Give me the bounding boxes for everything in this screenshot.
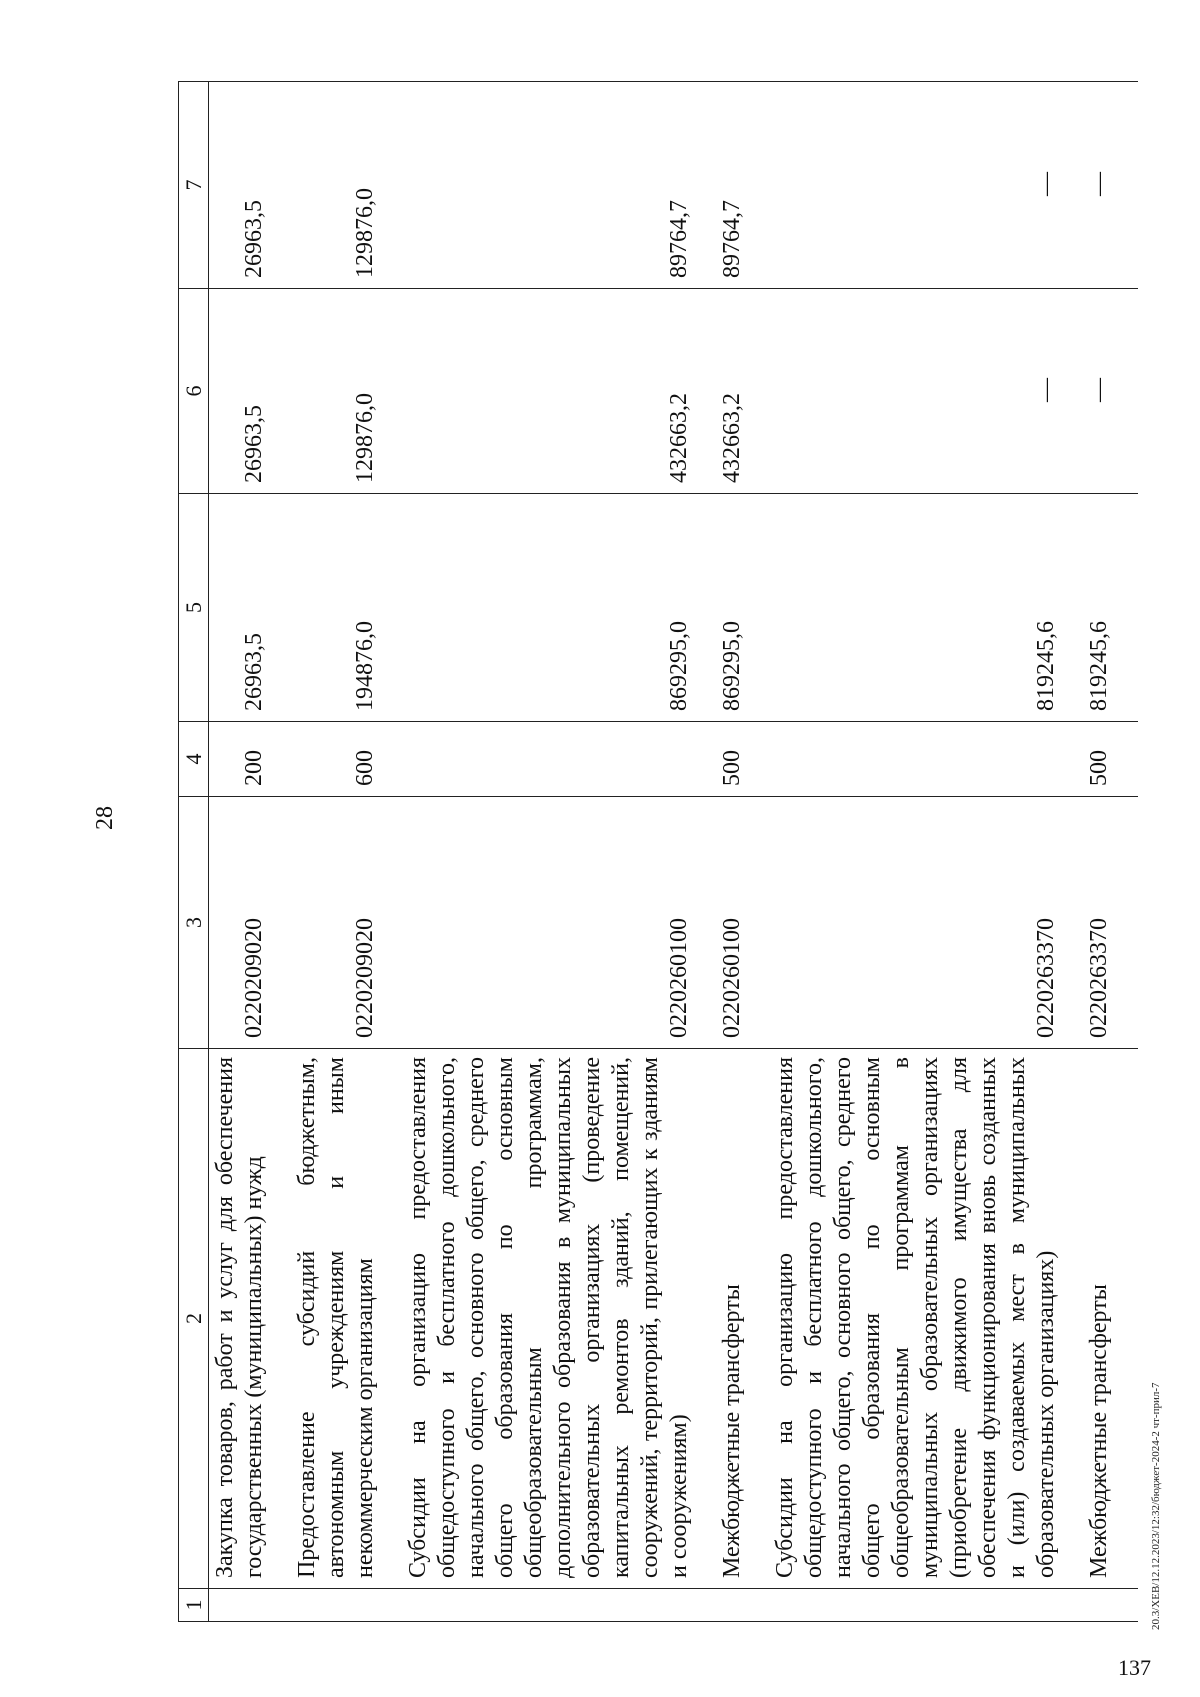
amount-col5: 26963,5 [209, 494, 294, 722]
amount-col7: — [1085, 82, 1138, 289]
target-article-code: 0220263370 [1085, 797, 1138, 1049]
amount-col6: 129876,0 [293, 289, 404, 494]
table-row [771, 82, 1085, 1622]
budget-table [178, 81, 1138, 1622]
amount-col6: 432663,2 [718, 289, 771, 494]
column-header-5: 5 [179, 494, 209, 722]
amount-col7: 89764,7 [404, 82, 718, 289]
table-header-row [179, 82, 209, 1622]
row-spacer-cell [404, 1589, 718, 1622]
expense-description: Межбюджетные трансферты [1085, 1049, 1138, 1589]
amount-col6: — [1085, 289, 1138, 494]
amount-col7: 89764,7 [718, 82, 771, 289]
expense-description: Субсидии на организацию предоставления общедоступного и бесплатного дошкольного, начального общего, основного общего, среднего общего образования по основным общеобразовательным программам в муниципальных образовательных организациях (приобретение движимого имущества для обеспечения функционирования вновь созданных и (или) создаваемых мест в муниципальных образовательных организациях) [771, 1049, 1085, 1589]
table-row [404, 82, 718, 1622]
row-spacer-cell [771, 1589, 1085, 1622]
table-row [209, 82, 294, 1622]
amount-col6: 432663,2 [404, 289, 718, 494]
table-row [293, 82, 404, 1622]
column-header-2: 2 [179, 1049, 209, 1589]
row-spacer-cell [1085, 1589, 1138, 1622]
expense-description: Предоставление субсидий бюджетным, автономным учреждениям и иным некоммерческим организациям [293, 1049, 404, 1589]
expense-type-code [404, 722, 718, 797]
column-header-1: 1 [179, 1589, 209, 1622]
document-footer-code: 20.3/ХЕВ/12.12.2023/12:32/бюджет-2024-2 чт-прил-7 [1150, 1382, 1162, 1630]
amount-col5: 819245,6 [1085, 494, 1138, 722]
amount-col5: 869295,0 [718, 494, 771, 722]
amount-col5: 869295,0 [404, 494, 718, 722]
target-article-code: 0220209020 [209, 797, 294, 1049]
target-article-code: 0220260100 [718, 797, 771, 1049]
table-row [718, 82, 771, 1622]
expense-description: Субсидии на организацию предоставления общедоступного и бесплатного дошкольного, начального общего, основного общего, среднего общего образования по основным общеобразовательным программам, дополнительного образования в муниципальных образовательных организациях (проведение капитальных ремонтов зданий, помещений, сооружений, территорий, прилегающих к зданиям и сооружениям) [404, 1049, 718, 1589]
table-row [1085, 82, 1138, 1622]
amount-col7: — [771, 82, 1085, 289]
expense-description: Межбюджетные трансферты [718, 1049, 771, 1589]
amount-col7: 26963,5 [209, 82, 294, 289]
page-number-bottom: 137 [1118, 1655, 1151, 1680]
amount-col6: 26963,5 [209, 289, 294, 494]
column-header-3: 3 [179, 797, 209, 1049]
expense-description: Закупка товаров, работ и услуг для обеспечения государственных (муниципальных) нужд [209, 1049, 294, 1589]
row-spacer-cell [209, 1589, 294, 1622]
amount-col5: 819245,6 [771, 494, 1085, 722]
column-header-4: 4 [179, 722, 209, 797]
amount-col6: — [771, 289, 1085, 494]
expense-type-code: 200 [209, 722, 294, 797]
target-article-code: 0220263370 [771, 797, 1085, 1049]
target-article-code: 0220260100 [404, 797, 718, 1049]
expense-type-code: 500 [718, 722, 771, 797]
row-spacer-cell [718, 1589, 771, 1622]
column-header-6: 6 [179, 289, 209, 494]
amount-col7: 129876,0 [293, 82, 404, 289]
expense-type-code: 500 [1085, 722, 1138, 797]
expense-type-code: 600 [293, 722, 404, 797]
page-number-top: 28 [92, 806, 118, 830]
row-spacer-cell [293, 1589, 404, 1622]
column-header-7: 7 [179, 82, 209, 289]
expense-type-code [771, 722, 1085, 797]
budget-table-container [178, 82, 1112, 1622]
target-article-code: 0220209020 [293, 797, 404, 1049]
amount-col5: 194876,0 [293, 494, 404, 722]
